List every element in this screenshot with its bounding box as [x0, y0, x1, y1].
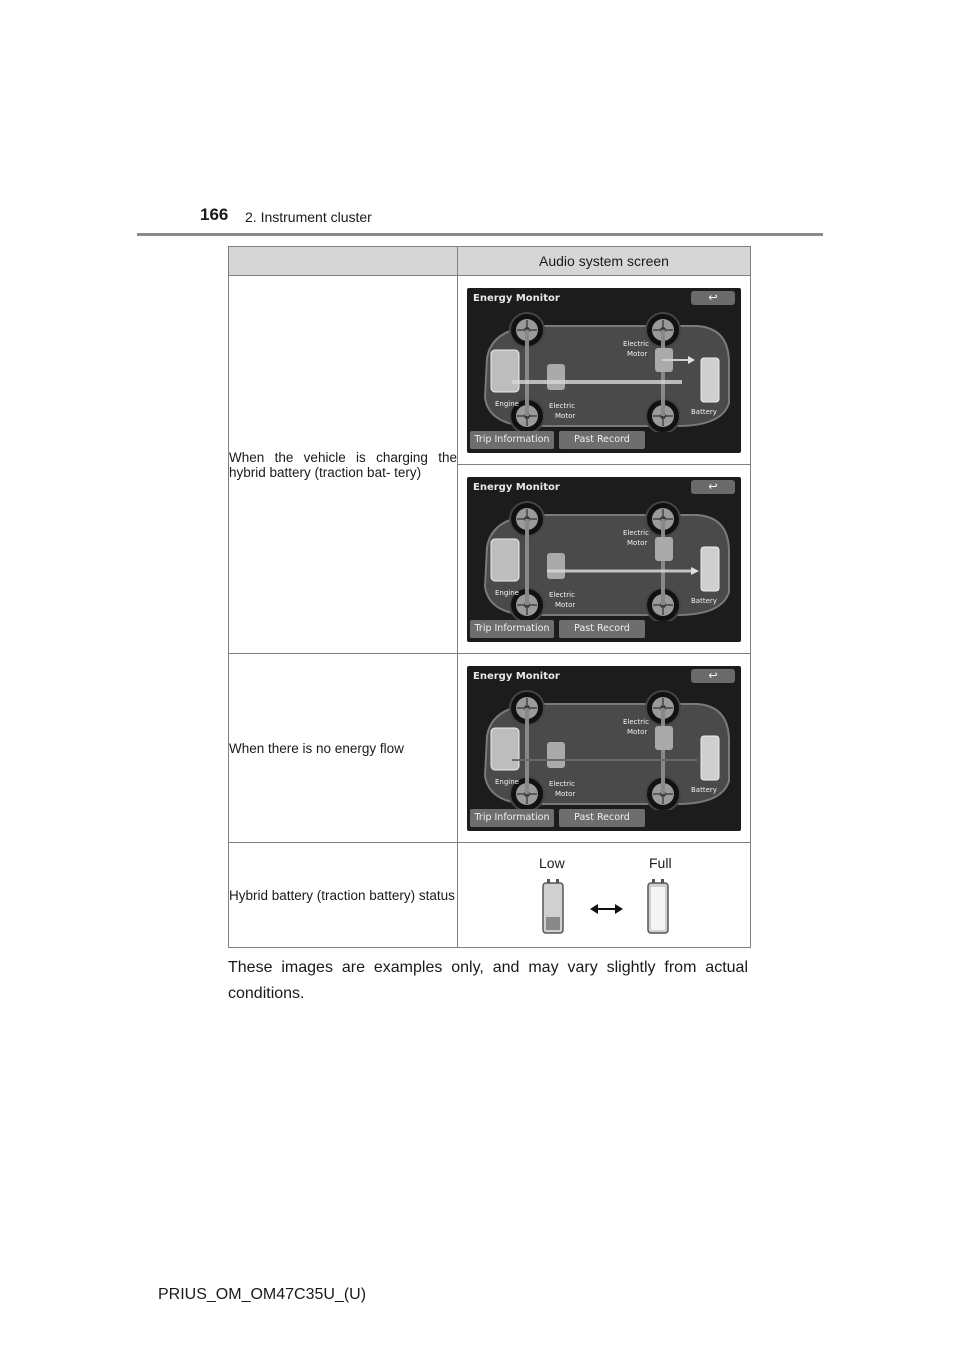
- row-label-charging: When the vehicle is charging the hybrid battery (traction bat- tery): [229, 276, 458, 654]
- svg-text:Engine: Engine: [495, 399, 519, 408]
- screen-cell: [458, 654, 751, 843]
- svg-text:Engine: Engine: [495, 588, 519, 597]
- status-low-label: Low: [539, 855, 565, 871]
- svg-text:Electric: Electric: [623, 339, 649, 348]
- status-full-label: Full: [649, 855, 672, 871]
- energy-monitor-screen: [467, 666, 741, 831]
- powertrain-diagram: [467, 497, 741, 621]
- screen-title: Energy Monitor: [473, 481, 560, 493]
- table-row-charging-1: [229, 276, 751, 465]
- page-number: 166: [200, 205, 229, 224]
- svg-text:Motor: Motor: [555, 600, 576, 609]
- screen-cell: [458, 276, 751, 465]
- tab-trip-information[interactable]: Trip Information: [470, 431, 554, 449]
- svg-text:Electric: Electric: [623, 717, 649, 726]
- table-header-row: [229, 247, 751, 276]
- screen-title: Energy Monitor: [473, 670, 560, 682]
- energy-monitor-screen: [467, 477, 741, 642]
- svg-text:Motor: Motor: [627, 727, 648, 736]
- battery-status-graphic: [458, 843, 751, 947]
- svg-text:Motor: Motor: [627, 349, 648, 358]
- battery-low-icon: [543, 879, 563, 933]
- disclaimer-note: These images are examples only, and may vary slightly from actual conditions.: [228, 959, 748, 1002]
- energy-monitor-table: [228, 246, 751, 948]
- screen-cell: [458, 465, 751, 654]
- table-header-blank: [229, 247, 458, 276]
- svg-text:Battery: Battery: [691, 596, 717, 605]
- battery-status-svg: [458, 843, 751, 947]
- svg-text:Battery: Battery: [691, 407, 717, 416]
- svg-text:Motor: Motor: [627, 538, 648, 547]
- row-label-battery-status: Hybrid battery (traction battery) status: [229, 843, 458, 948]
- table-row-battery-status: [229, 843, 751, 948]
- svg-text:Electric: Electric: [549, 401, 575, 410]
- screen-title: Energy Monitor: [473, 292, 560, 304]
- battery-full-icon: [648, 879, 668, 933]
- svg-text:Motor: Motor: [555, 411, 576, 420]
- powertrain-diagram: [467, 308, 741, 432]
- svg-text:Electric: Electric: [623, 528, 649, 537]
- tab-trip-information[interactable]: Trip Information: [470, 620, 554, 638]
- powertrain-diagram: [467, 686, 741, 810]
- table-header-audio: Audio system screen: [458, 247, 751, 276]
- tab-past-record[interactable]: Past Record: [559, 809, 645, 827]
- battery-status-cell: [458, 843, 751, 948]
- svg-text:Electric: Electric: [549, 590, 575, 599]
- return-arrow-icon[interactable]: ↩: [691, 669, 735, 683]
- energy-monitor-screen: [467, 288, 741, 453]
- section-title: 2. Instrument cluster: [245, 209, 372, 225]
- svg-text:Electric: Electric: [549, 779, 575, 788]
- footer-code: PRIUS_OM_OM47C35U_(U): [158, 1286, 367, 1303]
- tab-past-record[interactable]: Past Record: [559, 620, 645, 638]
- double-arrow-icon: [590, 904, 623, 914]
- svg-text:Battery: Battery: [691, 785, 717, 794]
- svg-text:Motor: Motor: [555, 789, 576, 798]
- row-label-no-flow: When there is no energy flow: [229, 654, 458, 843]
- return-arrow-icon[interactable]: ↩: [691, 480, 735, 494]
- tab-trip-information[interactable]: Trip Information: [470, 809, 554, 827]
- tab-past-record[interactable]: Past Record: [559, 431, 645, 449]
- return-arrow-icon[interactable]: ↩: [691, 291, 735, 305]
- header-divider: [137, 233, 823, 236]
- svg-text:Engine: Engine: [495, 777, 519, 786]
- table-row-no-flow: [229, 654, 751, 843]
